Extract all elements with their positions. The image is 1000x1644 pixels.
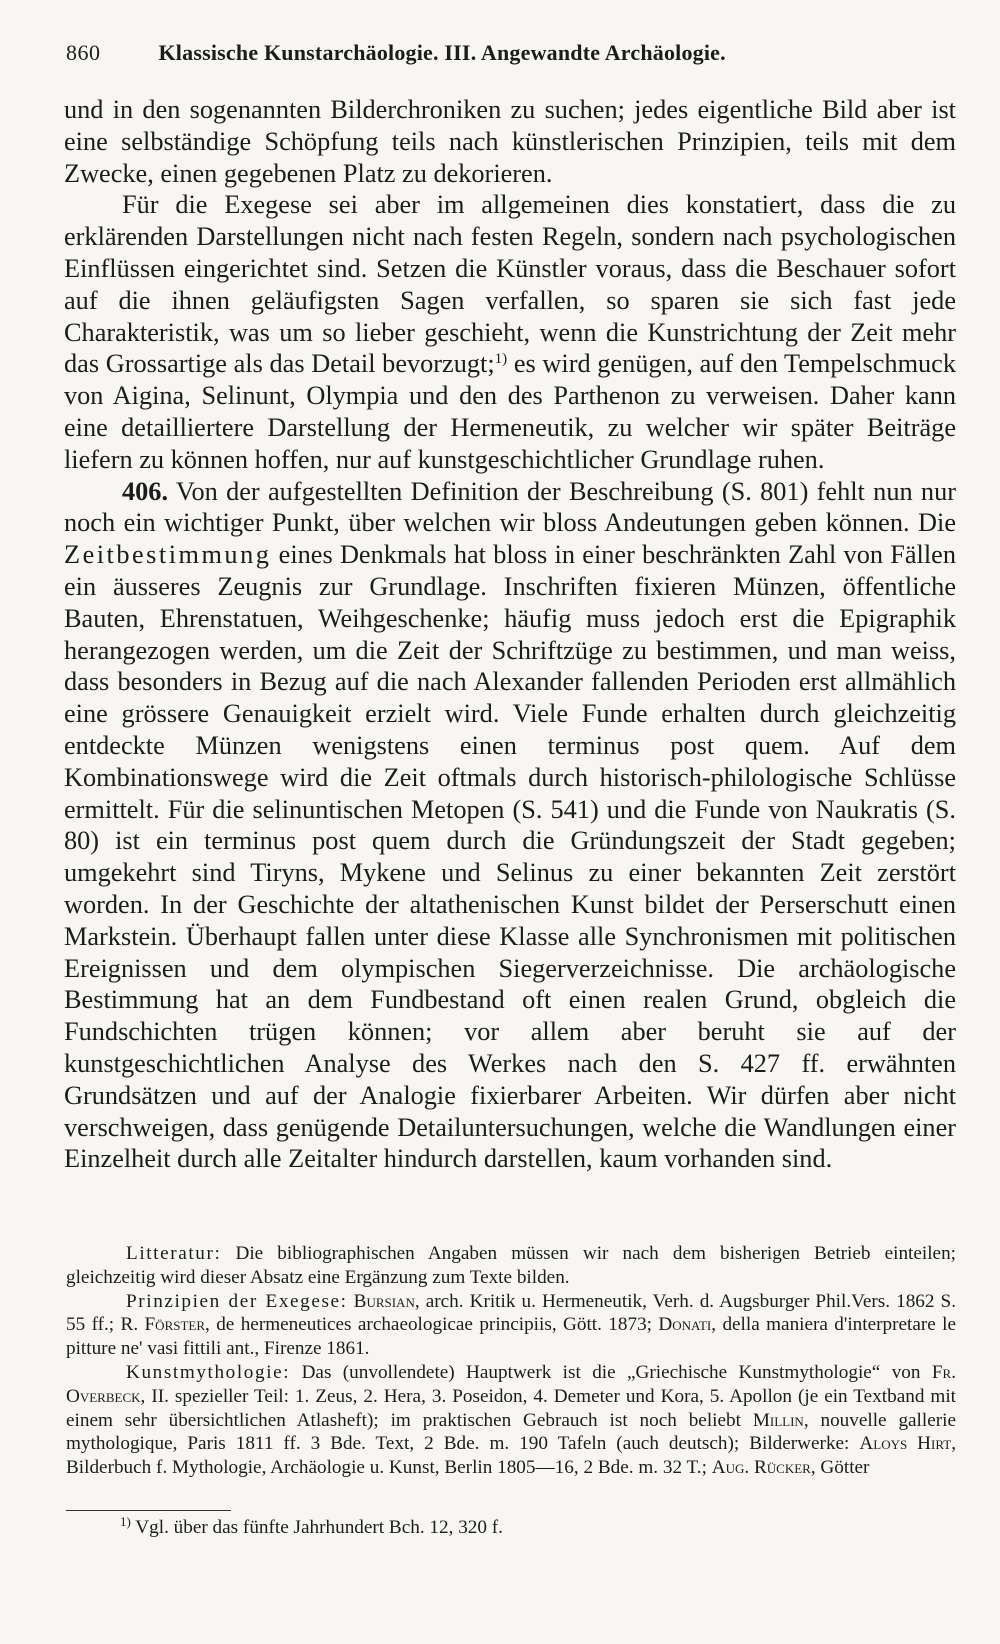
paragraph-2-text-b: es wird genügen, auf den Tempelschmuck von Aigina, Selinunt, Olympia und den des Parthenon zu verweisen. Daher kann eine detailliertere Darstellung der Hermeneutik, zu welcher wir später Beiträge liefern zu können hoffen, nur auf kunstgeschichtlicher Grundlage ruhen. bbox=[64, 349, 956, 474]
note-text: , Götter bbox=[810, 1457, 870, 1479]
paragraph-3-text-b: eines Denkmals hat bloss in einer beschränkten Zahl von Fällen ein äusseres Zeugnis zur Grundlage. Inschriften fixieren Münzen, öffentliche Bauten, Ehrenstatuen, Weihgeschenke; häufig muss jedoch erst die Epigraphik herangezogen werden, um die Zeit der Schriftzüge zu bestimmen, und man weiss, dass besonders in Bezug auf die nach Alexander fallenden Perioden erst allmählich eine grössere Genauigkeit erzielt wird. Viele Funde erhalten durch gleichzeitig entdeckte Münzen wenigstens einen terminus post quem. Auf dem Kombinationswege wird die Zeit oftmals durch historisch-philologische Schlüsse ermittelt. Für die selinuntischen Metopen (S. 541) und die Funde von Naukratis (S. 80) ist ein terminus post quem durch die Gründungszeit der Stadt gegeben; umgekehrt sind Tiryns, Mykene und Selinus zu einer bekannten Zeit zerstört worden. In der Geschichte der altathenischen Kunst bildet der Perserschutt einen Markstein. Überhaupt fallen unter diese Klasse alle Synchronismen mit politischen Ereignissen und dem olympischen Siegerverzeichnisse. Die archäologische Bestimmung hat an dem Fundbestand oft einen realen Grund, obgleich die Fundschichten trügen können; vor allem aber beruht sie auf der kunstgeschichtlichen Analyse des Werkes nach den S. 427 ff. erwähnten Grundsätzen und auf der Analogie fixierbarer Arbeiten. Wir dürfen aber nicht verschweigen, dass genügende Detailuntersuchungen, welche die Wandlungen einer Einzelheit durch alle Zeitalter hindurch darstellen, kaum vorhanden sind. bbox=[64, 540, 956, 1174]
note-label: Litteratur: bbox=[126, 1243, 222, 1264]
author-name: Bursian bbox=[353, 1290, 415, 1312]
note-text: , della maniera d'interpretare le pitture ne' vasi fittili ant., Firenze 1861. bbox=[66, 1314, 957, 1360]
paragraph-1-text: und in den sogenannten Bilderchroniken zu suchen; jedes eigentliche Bild aber ist eine selbständige Schöpfung teils nach künstlerischen Prinzipien, teils mit dem Zwecke, einen gegebenen Platz zu dekorieren. bbox=[64, 95, 956, 188]
paragraph-3-text-a: Von der aufgestellten Definition der Beschreibung (S. 801) fehlt nun nur noch ein wichtiger Punkt, über welchen wir bloss Andeutungen geben können. Die bbox=[64, 476, 956, 538]
literature-notes bbox=[66, 1242, 956, 1480]
note-kunstmythologie bbox=[66, 1361, 956, 1480]
author-name: R. Förster bbox=[120, 1314, 206, 1336]
footnote-divider bbox=[66, 1510, 231, 1511]
author-name: Fr. Overbeck bbox=[66, 1361, 956, 1407]
note-text: Das (unvollendete) Hauptwerk ist die „Griechische Kunstmythologie“ von bbox=[290, 1361, 932, 1383]
note-label: Kunstmythologie: bbox=[126, 1361, 291, 1383]
footnote-mark: 1) bbox=[120, 1514, 131, 1529]
author-name: Millin bbox=[752, 1409, 804, 1431]
paragraph-2 bbox=[64, 189, 956, 475]
running-title: Klassische Kunstarchäologie. III. Angewandte Archäologie. bbox=[158, 40, 726, 65]
author-name: Aug. Rücker bbox=[711, 1457, 811, 1479]
author-name: Aloys Hirt bbox=[859, 1433, 952, 1455]
spaced-term: Zeitbestimmung bbox=[64, 540, 272, 570]
footnote bbox=[120, 1516, 940, 1540]
section-number: 406. bbox=[122, 476, 169, 506]
paragraph-1 bbox=[64, 94, 956, 189]
footnote-reference[interactable]: 1) bbox=[494, 351, 508, 368]
note-text: , II. spezieller Teil: 1. Zeus, 2. Hera, 3. Poseidon, 4. Demeter und Kora, 5. Apollon (je ein Textband mit einem sehr übersichtlichen Atlasheft); im praktischen Gebrauch ist noch beliebt bbox=[66, 1385, 956, 1431]
note-text: , nouvelle gallerie mythologique, Paris 1811 ff. 3 Bde. Text, 2 Bde. m. 190 Tafeln (auch deutsch); Bilderwerke: bbox=[66, 1409, 956, 1455]
paragraph-3 bbox=[64, 476, 956, 1176]
note-exegese bbox=[66, 1290, 956, 1361]
note-text: , de hermeneutices archaeologicae principiis, Gött. 1873; bbox=[205, 1314, 659, 1336]
note-label: Prinzipien der Exegese: bbox=[126, 1290, 348, 1312]
note-text: , arch. Kritik u. Hermeneutik, Verh. d. Augsburger Phil.Vers. 1862 S. 55 ff.; bbox=[66, 1290, 957, 1336]
paragraph-2-text-a: Für die Exegese sei aber im allgemeinen dies konstatiert, dass die zu erklärenden Darstellungen nicht nach festen Regeln, sondern nach psychologischen Einflüssen eingerichtet sind. Setzen die Künstler voraus, dass die Beschauer sofort auf die ihnen geläufigsten Sagen verfallen, so sparen sie sich fast jede Charakteristik, was um so lieber geschieht, wenn die Kunstrichtung der Zeit mehr das Grossartige als das Detail bevorzugt; bbox=[64, 190, 956, 379]
page-number: 860 bbox=[66, 40, 101, 65]
footnote-text: Vgl. über das fünfte Jahrhundert Bch. 12, 320 f. bbox=[130, 1517, 503, 1538]
page-header bbox=[66, 38, 936, 68]
note-text: Die bibliographischen Angaben müssen wir nach dem bisherigen Betrieb einteilen; gleichzeitig wird dieser Absatz eine Ergänzung zum Texte bilden. bbox=[66, 1243, 956, 1288]
note-text: , Bilderbuch f. Mythologie, Archäologie u. Kunst, Berlin 1805—16, 2 Bde. m. 32 T.; bbox=[66, 1433, 956, 1479]
note-literatur bbox=[66, 1242, 956, 1290]
author-name: Donati bbox=[658, 1314, 712, 1336]
main-text bbox=[64, 94, 956, 1175]
